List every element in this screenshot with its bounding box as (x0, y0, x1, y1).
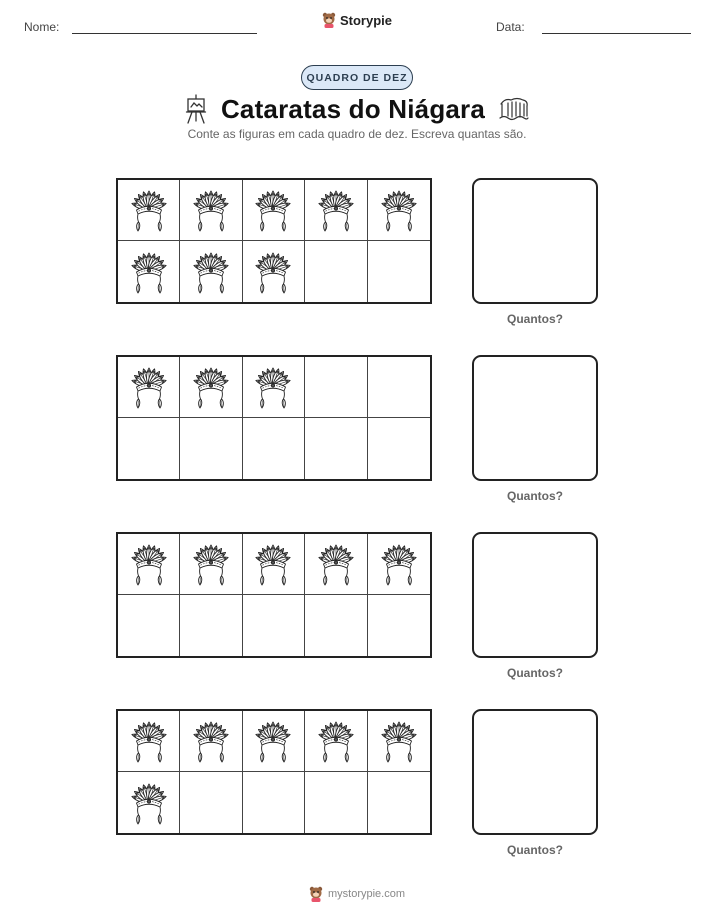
footer (0, 886, 714, 902)
feather-headdress-icon (128, 781, 170, 825)
feather-headdress-icon (252, 250, 294, 294)
ten-frame-2 (116, 355, 432, 481)
ten-frame-cell (180, 772, 242, 833)
ten-frame-cell (118, 711, 180, 772)
ten-frame-cell (368, 418, 430, 479)
ten-frame-cell (243, 241, 305, 302)
feather-headdress-icon (252, 542, 294, 586)
feather-headdress-icon (378, 188, 420, 232)
brand-logo (0, 12, 714, 28)
ten-frame-cell (180, 711, 242, 772)
instructions: Conte as figuras em cada quadro de dez. Escreva quantas são. (187, 127, 527, 141)
worksheet-type-badge: QUADRO DE DEZ (301, 65, 413, 90)
feather-headdress-icon (378, 542, 420, 586)
ten-frame-cell (243, 180, 305, 241)
answer-label-2: Quantos? (507, 489, 563, 503)
ten-frame-cell (368, 534, 430, 595)
ten-frame-cell (243, 595, 305, 656)
ten-frame-cell (368, 180, 430, 241)
ten-frame-cell (180, 357, 242, 418)
feather-headdress-icon (128, 719, 170, 763)
brand-name: Storypie (339, 12, 392, 28)
ten-frame-cell (243, 418, 305, 479)
ten-frame-cell (305, 357, 367, 418)
feather-headdress-icon (315, 188, 357, 232)
ten-frame-cell (118, 357, 180, 418)
ten-frame-cell (368, 595, 430, 656)
name-label: Nome: (24, 20, 60, 34)
ten-frame-cell (368, 772, 430, 833)
ten-frame-cell (305, 241, 367, 302)
feather-headdress-icon (190, 365, 232, 409)
feather-headdress-icon (252, 365, 294, 409)
feather-headdress-icon (378, 719, 420, 763)
ten-frame-cell (180, 241, 242, 302)
answer-label-1: Quantos? (507, 312, 563, 326)
ten-frame-cell (180, 534, 242, 595)
ten-frame-cell (305, 180, 367, 241)
ten-frame-cell (118, 180, 180, 241)
ten-frame-cell (118, 534, 180, 595)
title-row (0, 90, 714, 128)
ten-frame-cell (180, 418, 242, 479)
answer-box-2[interactable] (472, 355, 598, 481)
ten-frame-cell (243, 357, 305, 418)
ten-frame-cell (118, 418, 180, 479)
date-line[interactable] (542, 33, 691, 34)
answer-label-3: Quantos? (507, 666, 563, 680)
feather-headdress-icon (128, 250, 170, 294)
feather-headdress-icon (190, 719, 232, 763)
feather-headdress-icon (128, 542, 170, 586)
answer-label-4: Quantos? (507, 843, 563, 857)
ten-frame-cell (305, 418, 367, 479)
ten-frame-cell (243, 711, 305, 772)
answer-box-4[interactable] (472, 709, 598, 835)
answer-box-3[interactable] (472, 532, 598, 658)
feather-headdress-icon (315, 719, 357, 763)
ten-frame-1 (116, 178, 432, 304)
feather-headdress-icon (252, 719, 294, 763)
easel-icon (185, 94, 207, 124)
ten-frame-cell (243, 534, 305, 595)
date-label: Data: (496, 20, 525, 34)
waterfall-icon (499, 96, 529, 122)
feather-headdress-icon (190, 250, 232, 294)
ten-frame-cell (180, 595, 242, 656)
feather-headdress-icon (190, 188, 232, 232)
ten-frame-cell (368, 241, 430, 302)
feather-headdress-icon (190, 542, 232, 586)
feather-headdress-icon (128, 365, 170, 409)
ten-frame-cell (243, 772, 305, 833)
ten-frame-cell (368, 711, 430, 772)
ten-frame-cell (305, 595, 367, 656)
ten-frame-cell (118, 595, 180, 656)
footer-url[interactable]: mystorypie.com (327, 888, 406, 900)
answer-box-1[interactable] (472, 178, 598, 304)
name-line[interactable] (72, 33, 257, 34)
ten-frame-3 (116, 532, 432, 658)
storypie-bear-icon (322, 12, 336, 28)
storypie-bear-icon (309, 886, 323, 902)
ten-frame-cell (118, 241, 180, 302)
feather-headdress-icon (128, 188, 170, 232)
ten-frame-cell (305, 772, 367, 833)
ten-frame-cell (118, 772, 180, 833)
ten-frame-cell (305, 534, 367, 595)
feather-headdress-icon (252, 188, 294, 232)
ten-frame-cell (368, 357, 430, 418)
ten-frame-cell (180, 180, 242, 241)
page-title: Cataratas do Niágara (220, 93, 486, 124)
ten-frame-4 (116, 709, 432, 835)
feather-headdress-icon (315, 542, 357, 586)
ten-frame-cell (305, 711, 367, 772)
